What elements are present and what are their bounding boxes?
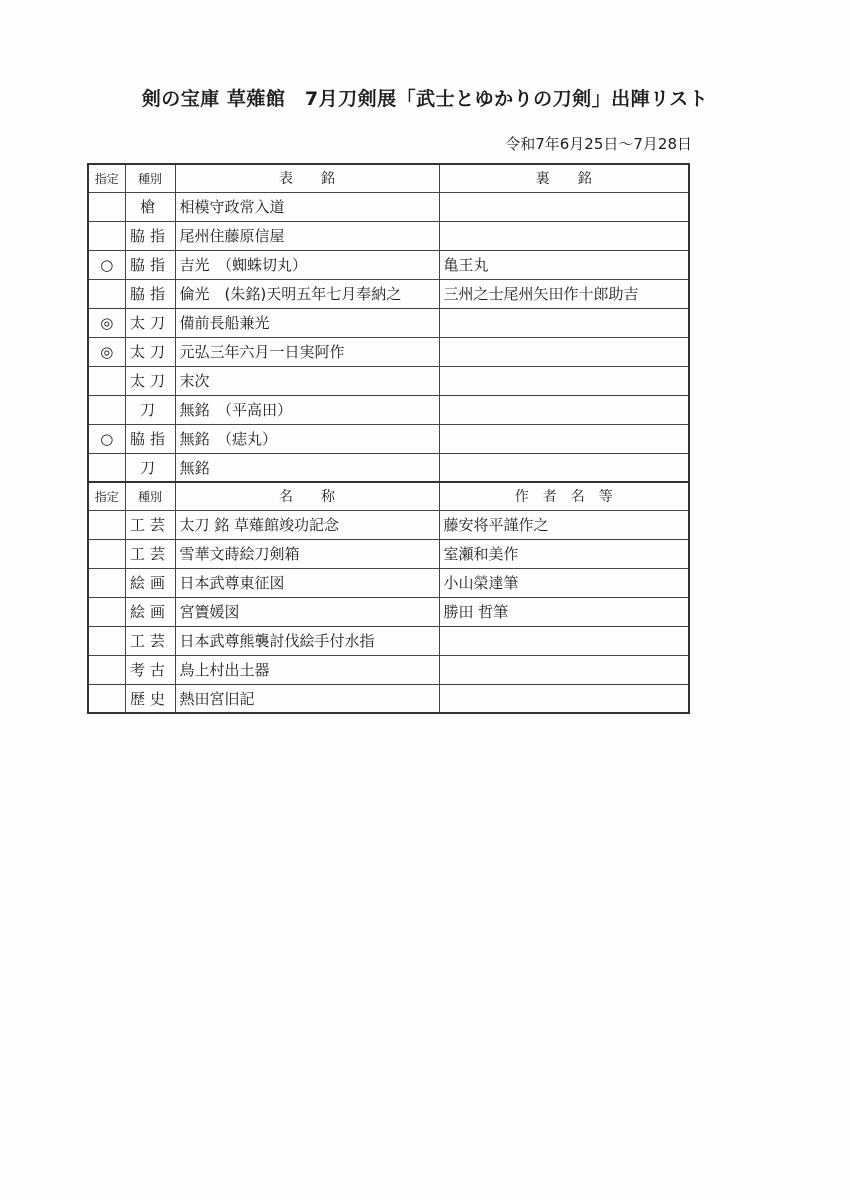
- author-cell: 勝田 哲筆: [439, 597, 689, 626]
- kind-cell: 刀: [125, 395, 175, 424]
- back-inscription-cell: [439, 453, 689, 482]
- work-row: [88, 597, 689, 626]
- sword-row: [88, 395, 689, 424]
- front-inscription-cell: 相模守政常入道: [175, 192, 439, 221]
- kind-cell: 脇指: [125, 250, 175, 279]
- back-inscription-cell: [439, 221, 689, 250]
- designation-mark: ○: [88, 424, 125, 453]
- kind-cell: 刀: [125, 453, 175, 482]
- designation-mark: [88, 395, 125, 424]
- header-back-inscription: 裏 銘: [439, 164, 689, 192]
- work-name-cell: 太刀 銘 草薙館竣功記念: [175, 510, 439, 539]
- front-inscription-cell: 備前長船兼光: [175, 308, 439, 337]
- work-name-cell: 熱田宮旧記: [175, 684, 439, 713]
- header-designation: 指定: [88, 164, 125, 192]
- kind-cell: 脇指: [125, 221, 175, 250]
- back-inscription-cell: [439, 308, 689, 337]
- kind-cell: 脇指: [125, 424, 175, 453]
- work-row: [88, 626, 689, 655]
- kind-cell: 考古: [125, 655, 175, 684]
- kind-cell: 脇指: [125, 279, 175, 308]
- kind-cell: 絵画: [125, 568, 175, 597]
- work-name-cell: 日本武尊熊襲討伐絵手付水指: [175, 626, 439, 655]
- header-author: 作 者 名 等: [439, 482, 689, 510]
- kind-cell: 絵画: [125, 597, 175, 626]
- work-name-cell: 宮簀媛図: [175, 597, 439, 626]
- designation-mark: [88, 539, 125, 568]
- work-row: [88, 655, 689, 684]
- front-inscription-cell: 無銘 （痣丸）: [175, 424, 439, 453]
- front-inscription-cell: 吉光 （蜘蛛切丸）: [175, 250, 439, 279]
- work-name-cell: 鳥上村出土器: [175, 655, 439, 684]
- front-inscription-cell: 無銘: [175, 453, 439, 482]
- back-inscription-cell: [439, 192, 689, 221]
- designation-mark: [88, 366, 125, 395]
- designation-mark: [88, 626, 125, 655]
- designation-mark: [88, 510, 125, 539]
- sword-row: [88, 279, 689, 308]
- designation-mark: [88, 453, 125, 482]
- kind-cell: 太刀: [125, 337, 175, 366]
- kind-cell: 歴史: [125, 684, 175, 713]
- author-cell: 藤安将平謹作之: [439, 510, 689, 539]
- header-name: 名 称: [175, 482, 439, 510]
- back-inscription-cell: 三州之士尾州矢田作十郎助吉: [439, 279, 689, 308]
- sword-row: [88, 308, 689, 337]
- kind-cell: 太刀: [125, 366, 175, 395]
- sword-row: [88, 424, 689, 453]
- kind-cell: 槍: [125, 192, 175, 221]
- exhibit-list-table: [87, 163, 690, 714]
- designation-mark: [88, 684, 125, 713]
- kind-cell: 工芸: [125, 510, 175, 539]
- designation-mark: [88, 597, 125, 626]
- kind-cell: 工芸: [125, 626, 175, 655]
- designation-mark: [88, 221, 125, 250]
- front-inscription-cell: 無銘 （平高田）: [175, 395, 439, 424]
- back-inscription-cell: [439, 395, 689, 424]
- header-kind: 種別: [125, 164, 175, 192]
- work-name-cell: 日本武尊東征図: [175, 568, 439, 597]
- author-cell: [439, 626, 689, 655]
- work-name-cell: 雪華文蒔絵刀剣箱: [175, 539, 439, 568]
- works-header-row: [88, 482, 689, 510]
- document-title: 剣の宝庫 草薙館 7月刀剣展「武士とゆかりの刀剣」出陣リスト: [141, 88, 709, 110]
- designation-mark: ◎: [88, 337, 125, 366]
- designation-mark: [88, 655, 125, 684]
- date-range: 令和7年6月25日～7月28日: [505, 135, 692, 153]
- work-row: [88, 568, 689, 597]
- designation-mark: [88, 568, 125, 597]
- back-inscription-cell: [439, 424, 689, 453]
- author-cell: 小山榮達筆: [439, 568, 689, 597]
- sword-row: [88, 221, 689, 250]
- front-inscription-cell: 尾州住藤原信屋: [175, 221, 439, 250]
- header-kind: 種別: [125, 482, 175, 510]
- designation-mark: ○: [88, 250, 125, 279]
- sword-row: [88, 453, 689, 482]
- kind-cell: 工芸: [125, 539, 175, 568]
- back-inscription-cell: 亀王丸: [439, 250, 689, 279]
- header-front-inscription: 表 銘: [175, 164, 439, 192]
- front-inscription-cell: 倫光 (朱銘)天明五年七月奉納之: [175, 279, 439, 308]
- designation-mark: [88, 192, 125, 221]
- sword-row: [88, 337, 689, 366]
- front-inscription-cell: 元弘三年六月一日実阿作: [175, 337, 439, 366]
- work-row: [88, 684, 689, 713]
- front-inscription-cell: 末次: [175, 366, 439, 395]
- sword-row: [88, 250, 689, 279]
- sword-row: [88, 366, 689, 395]
- designation-mark: ◎: [88, 308, 125, 337]
- author-cell: [439, 655, 689, 684]
- back-inscription-cell: [439, 337, 689, 366]
- designation-mark: [88, 279, 125, 308]
- kind-cell: 太刀: [125, 308, 175, 337]
- work-row: [88, 510, 689, 539]
- header-designation: 指定: [88, 482, 125, 510]
- author-cell: 室瀬和美作: [439, 539, 689, 568]
- author-cell: [439, 684, 689, 713]
- back-inscription-cell: [439, 366, 689, 395]
- work-row: [88, 539, 689, 568]
- sword-row: [88, 192, 689, 221]
- swords-header-row: [88, 164, 689, 192]
